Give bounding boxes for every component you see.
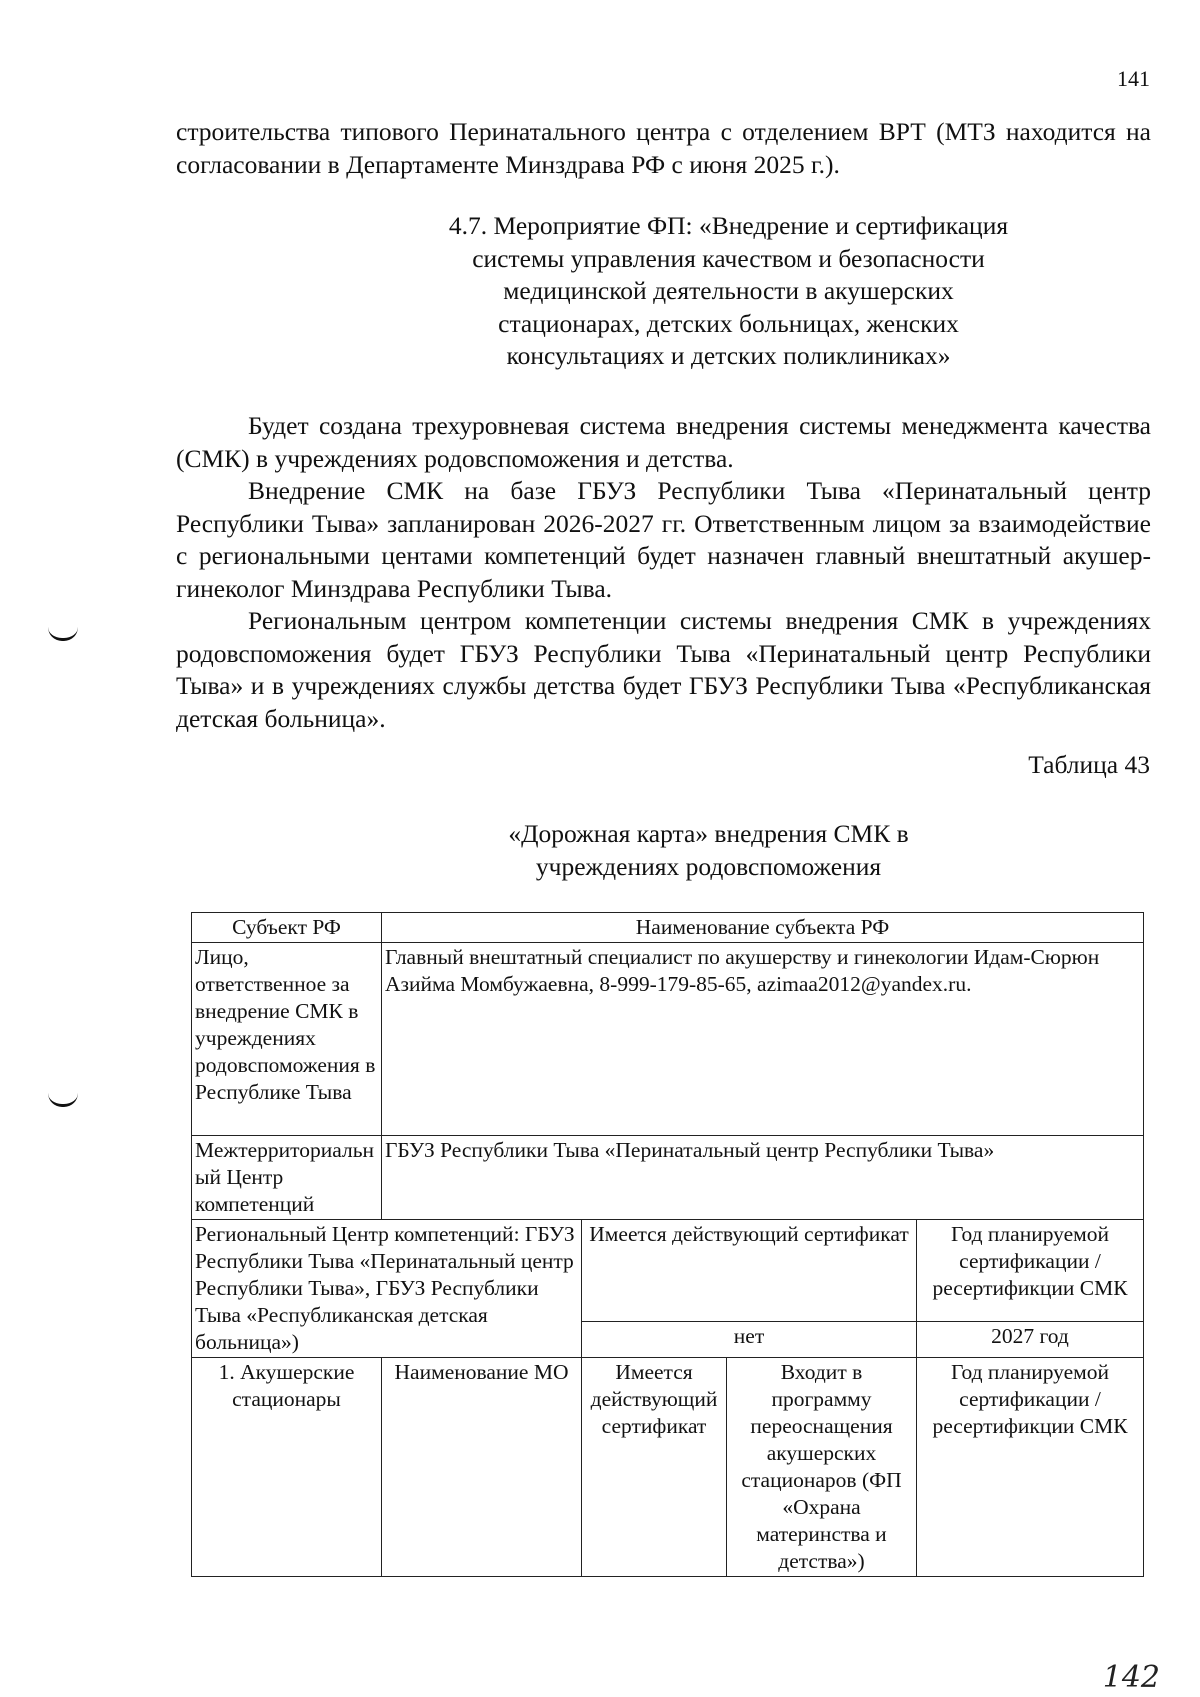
heading-line: стационарах, детских больницах, женских <box>498 308 959 338</box>
responsible-value-cell: Главный внештатный специалист по акушерству и гинекологии Идам-Сюрюн Азийма Момбужаевна, 8-999-179-85-65, azimaa2012@yandex.ru. <box>382 943 1144 1136</box>
paragraph-2: Внедрение СМК на базе ГБУЗ Республики Тыва «Перинатальный центр Республики Тыва» запланирован 2026-2027 гг. Ответственным лицом за взаимодействие с региональными центами компетенций будет назначен главный внештатный акушер-гинеколог Минздрава Республики Тыва. <box>176 476 1151 603</box>
table-row <box>192 1358 1144 1577</box>
interterritorial-value-cell: ГБУЗ Республики Тыва «Перинатальный центр Республики Тыва» <box>382 1136 1144 1220</box>
heading-line: консультациях и детских поликлиниках» <box>506 341 951 370</box>
table-row <box>192 943 1144 1136</box>
heading-line: системы управления качеством и безопасности <box>472 243 985 273</box>
binding-mark <box>48 622 78 641</box>
page-number: 141 <box>1117 66 1150 91</box>
table-title-line: «Дорожная карта» внедрения СМК в <box>508 819 909 848</box>
planned-year-value-cell: 2027 год <box>917 1321 1144 1357</box>
continuation-paragraph: строительства типового Перинатального центра с отделением ВРТ (МТЗ находится на согласовании в Департаменте Минздрава РФ с июня 2025 г.). <box>176 117 1151 179</box>
interterritorial-label-cell: Межтерриториальный Центр компетенций <box>192 1136 382 1220</box>
responsible-label-cell: Лицо, ответственное за внедрение СМК в учреждениях родовспоможения в Республике Тыва <box>192 943 382 1136</box>
table-title <box>176 818 1151 883</box>
table-row <box>192 1136 1144 1220</box>
paragraph-1: Будет создана трехуровневая система внедрения системы менеджмента качества (СМК) в учреждениях родовспоможения и детства. <box>176 411 1151 473</box>
table-row <box>192 1220 1144 1322</box>
column-header-cell: Наименование МО <box>382 1358 582 1577</box>
column-header-cell: Год планируемой сертификации / ресертификции СМК <box>917 1358 1144 1577</box>
planned-year-header-cell: Год планируемой сертификации / ресертификции СМК <box>917 1220 1144 1322</box>
roadmap-table <box>191 912 1144 1577</box>
column-header-cell: Имеется действующий сертификат <box>582 1358 727 1577</box>
table-title-line: учреждениях родовспоможения <box>535 851 882 881</box>
section-heading <box>176 210 1151 373</box>
subject-value-cell: Наименование субъекта РФ <box>382 913 1144 943</box>
paragraph-3: Региональным центром компетенции системы внедрения СМК в учреждениях родовспоможения будет ГБУЗ Республики Тыва «Перинатальный центр Республики Тыва» и в учреждениях службы детства будет ГБУЗ Республики Тыва «Республиканская детская больница». <box>176 606 1151 733</box>
binding-mark <box>48 1088 78 1107</box>
has-certificate-header-cell: Имеется действующий сертификат <box>582 1220 917 1322</box>
regional-center-cell: Региональный Центр компетенций: ГБУЗ Республики Тыва «Перинатальный центр Республики Тыва», ГБУЗ Республики Тыва «Республиканская детская больница») <box>192 1220 582 1358</box>
column-header-cell: 1. Акушерские стационары <box>192 1358 382 1577</box>
handwritten-page-number: 142 <box>1102 1660 1160 1695</box>
heading-line: 4.7. Мероприятие ФП: «Внедрение и сертификация <box>448 211 1009 240</box>
column-header-cell: Входит в программу переоснащения акушерских стационаров (ФП «Охрана материнства и детства») <box>727 1358 917 1577</box>
has-certificate-value-cell: нет <box>582 1321 917 1357</box>
table-row <box>192 913 1144 943</box>
subject-label-cell: Субъект РФ <box>192 913 382 943</box>
heading-line: медицинской деятельности в акушерских <box>503 276 954 305</box>
table-label: Таблица 43 <box>1028 750 1150 779</box>
